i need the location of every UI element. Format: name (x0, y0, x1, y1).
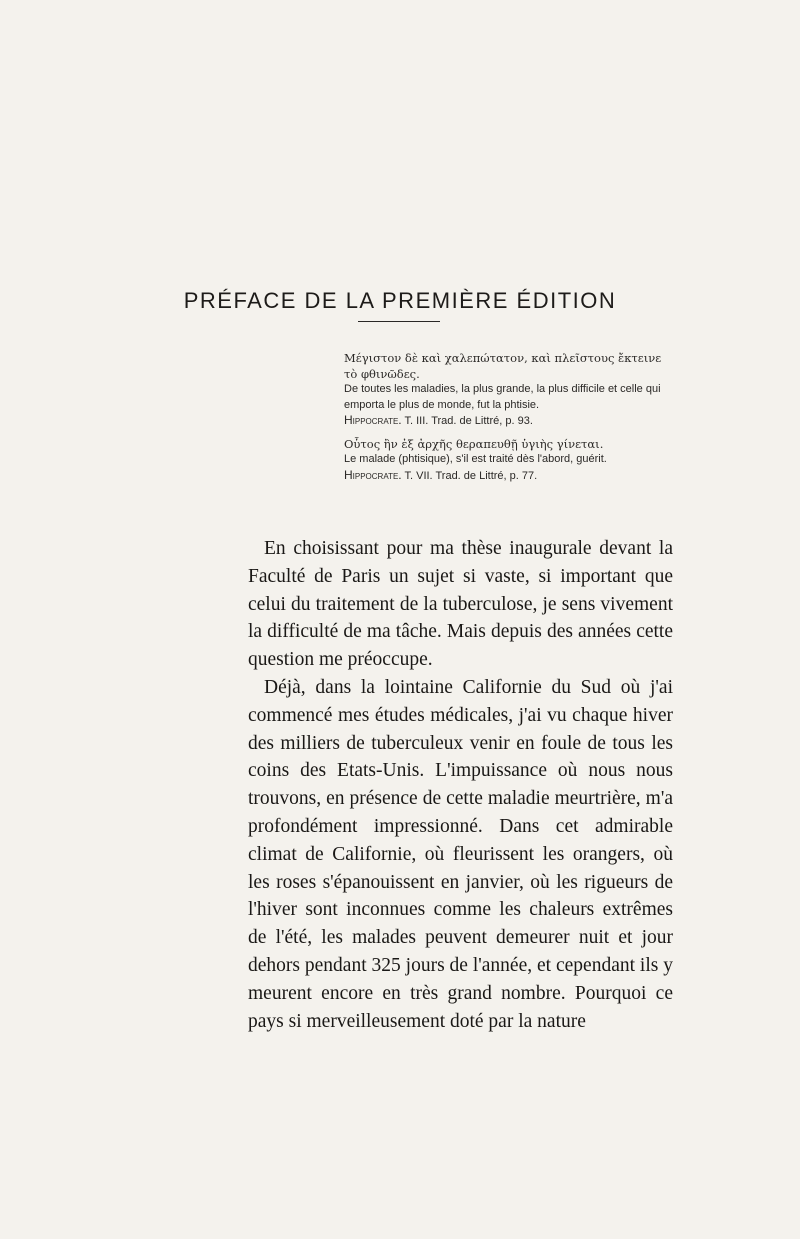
epigraph-author: Hippocrate. (344, 467, 402, 482)
page-title: PRÉFACE DE LA PREMIÈRE ÉDITION (183, 288, 617, 313)
epigraph-translation: Le malade (phtisique), s'il est traité dès l'abord, guérit. (344, 453, 607, 465)
epigraph-source (344, 468, 674, 485)
preface-body (248, 535, 673, 1035)
paragraph: Déjà, dans la lointaine Californie du Sud où j'ai commencé mes études médicales, j'ai vu chaque hiver des milliers de tuberculeux venir en foule de tous les coins des Etats-Unis. L'impuissance où nous nous trouvons, en présence de cette maladie meurtrière, m'a profondément impressionné. Dans cet admirable climat de Californie, où fleurissent les orangers, où les roses s'épanouissent en janvier, où les rigueurs de l'hiver sont inconnues comme les chaleurs extrêmes de l'été, les malades peuvent demeurer nuit et jour dehors pendant 325 jours de l'année, et cependant ils y meurent encore en très grand nombre. Pourquoi ce pays si merveilleusement doté par la nature (248, 676, 673, 1032)
epigraph (344, 351, 674, 430)
epigraphs (344, 351, 674, 491)
epigraph-greek: Οὗτος ἢν ἐξ ἀρχῆς θεραπευθῇ ὑγιὴς γίνεται. (344, 436, 604, 451)
epigraph-author: Hippocrate. (344, 413, 402, 427)
epigraph-reference: T. VII. Trad. de Littré, p. 77. (404, 469, 538, 482)
epigraph-reference: T. III. Trad. de Littré, p. 93. (404, 415, 533, 427)
epigraph-source (344, 413, 674, 430)
epigraph-translation: De toutes les maladies, la plus grande, la plus difficile et celle qui emporta le plus de monde, fut la phtisie. (344, 383, 661, 411)
epigraph (344, 437, 674, 485)
epigraph-greek: Μέγιστον δὲ καὶ χαλεπώτατον, καὶ πλεῖστους ἔκτεινε τὸ φθινῶδες. (344, 351, 662, 381)
paragraph: En choisissant pour ma thèse inaugurale devant la Faculté de Paris un sujet si vaste, si important que celui du traitement de la tuberculose, je sens vivement la difficulté de ma tâche. Mais depuis des années cette question me préoccupe. (248, 538, 673, 671)
title-divider (358, 321, 440, 322)
